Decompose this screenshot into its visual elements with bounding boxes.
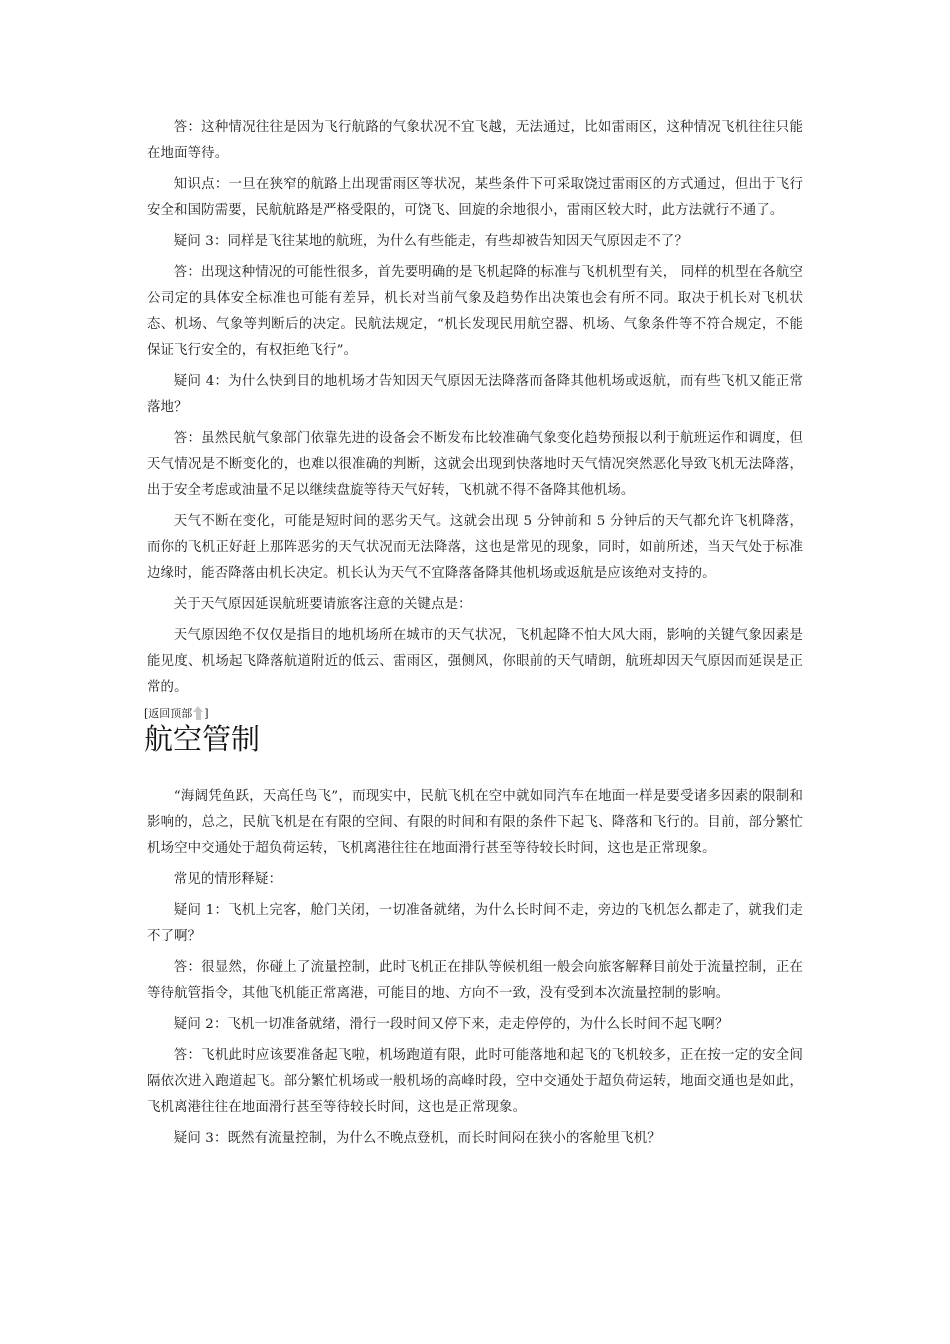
paragraph-answer-4: 答：虽然民航气象部门依靠先进的设备会不断发布比较准确气象变化趋势预报以利于航班运作和调度，但天气情况是不断变化的，也难以很准确的判断，这就会出现到快落地时天气情况突然恶化导致飞机无法降落，出于安全考虑或油量不足以继续盘旋等待天气好转，飞机就不得不备降其他机场。 [147,431,803,498]
paragraph-answer-2: 答：飞机此时应该要准备起飞啦，机场跑道有限，此时可能落地和起飞的飞机较多，正在按一定的安全间隔依次进入跑道起飞。部分繁忙机场或一般机场的高峰时段，空中交通处于超负荷运转，地面交通也是如此，飞机离港往往在地面滑行甚至等待较长时间，这也是正常现象。 [147,1048,803,1115]
paragraph-answer-1: 答：很显然，你碰上了流量控制，此时飞机正在排队等候机组一般会向旅客解释目前处于流量控制，正在等待航管指令，其他飞机能正常离港，可能目的地、方向不一致，没有受到本次流量控制的影响。 [147,960,803,1001]
back-to-top-bracket-close: ] [204,707,209,720]
paragraph-weather-changes: 天气不断在变化，可能是短时间的恶劣天气。这就会出现 5 分钟前和 5 分钟后的天气都允许飞机降落，而你的飞机正好赶上那阵恶劣的天气状况而无法降落，这也是常见的现象，同时，如前所述，当天气处于标准边缘时，能否降落由机长决定。机长认为天气不宜降落备降其他机场或返航是应该绝对支持的。 [147,514,803,581]
paragraph-question-4: 疑问 4：为什么快到目的地机场才告知因天气原因无法降落而备降其他机场或返航，而有些飞机又能正常落地？ [147,374,803,415]
paragraph-answer-thunderstorm: 答：这种情况往往是因为飞行航路的气象状况不宜飞越，无法通过，比如雷雨区，这种情况飞机往往只能在地面等待。 [147,120,803,161]
back-to-top-link[interactable] [144,706,803,720]
back-to-top-bracket-open: [ [144,707,149,720]
section-title: 航空管制 [144,722,261,756]
paragraph-key-points-intro: 关于天气原因延误航班要请旅客注意的关键点是： [173,597,472,612]
document-page [144,115,803,1157]
paragraph-question-3-flow-control: 疑问 3：既然有流量控制，为什么不晚点登机，而长时间闷在狭小的客舱里飞机？ [173,1131,661,1146]
paragraph-common-situations: 常见的情形释疑： [173,872,283,887]
back-to-top-label: 返回顶部 [148,707,193,720]
paragraph-question-3: 疑问 3：同样是飞往某地的航班，为什么有些能走，有些却被告知因天气原因走不了？ [173,234,688,249]
up-arrow-icon [193,706,204,720]
paragraph-question-1: 疑问 1：飞机上完客，舱门关闭，一切准备就绪，为什么长时间不走，旁边的飞机怎么都走了，就我们走不了啊？ [147,903,803,944]
paragraph-answer-3: 答：出现这种情况的可能性很多，首先要明确的是飞机起降的标准与飞机机型有关， 同样的机型在各航空公司定的具体安全标准也可能有差异，机长对当前气象及趋势作出决策也会有所不同。取决于机长对飞机状态、机场、气象等判断后的决定。民航法规定，“机长发现民用航空器、机场、气象条件等不符合规定，不能保证飞行安全的，有权拒绝飞行”。 [147,265,803,358]
paragraph-air-traffic-intro: “海阔凭鱼跃，天高任鸟飞”，而现实中，民航飞机在空中就如同汽车在地面一样是要受诸多因素的限制和影响的，总之，民航飞机是在有限的空间、有限的时间和有限的条件下起飞、降落和飞行的。目前，部分繁忙机场空中交通处于超负荷运转，飞机离港往往在地面滑行甚至等待较长时间，这也是正常现象。 [147,789,803,856]
paragraph-question-2: 疑问 2：飞机一切准备就绪，滑行一段时间又停下来，走走停停的，为什么长时间不起飞啊？ [173,1017,729,1032]
paragraph-key-points: 天气原因绝不仅仅是指目的地机场所在城市的天气状况，飞机起降不怕大风大雨，影响的关键气象因素是能见度、机场起飞降落航道附近的低云、雷雨区，强侧风，你眼前的天气晴朗，航班却因天气原因而延误是正常的。 [147,628,803,695]
paragraph-knowledge-point: 知识点：一旦在狭窄的航路上出现雷雨区等状况，某些条件下可采取饶过雷雨区的方式通过，但出于飞行安全和国防需要，民航航路是严格受限的，可饶飞、回旋的余地很小，雷雨区较大时，此方法就行不通了。 [147,177,803,218]
